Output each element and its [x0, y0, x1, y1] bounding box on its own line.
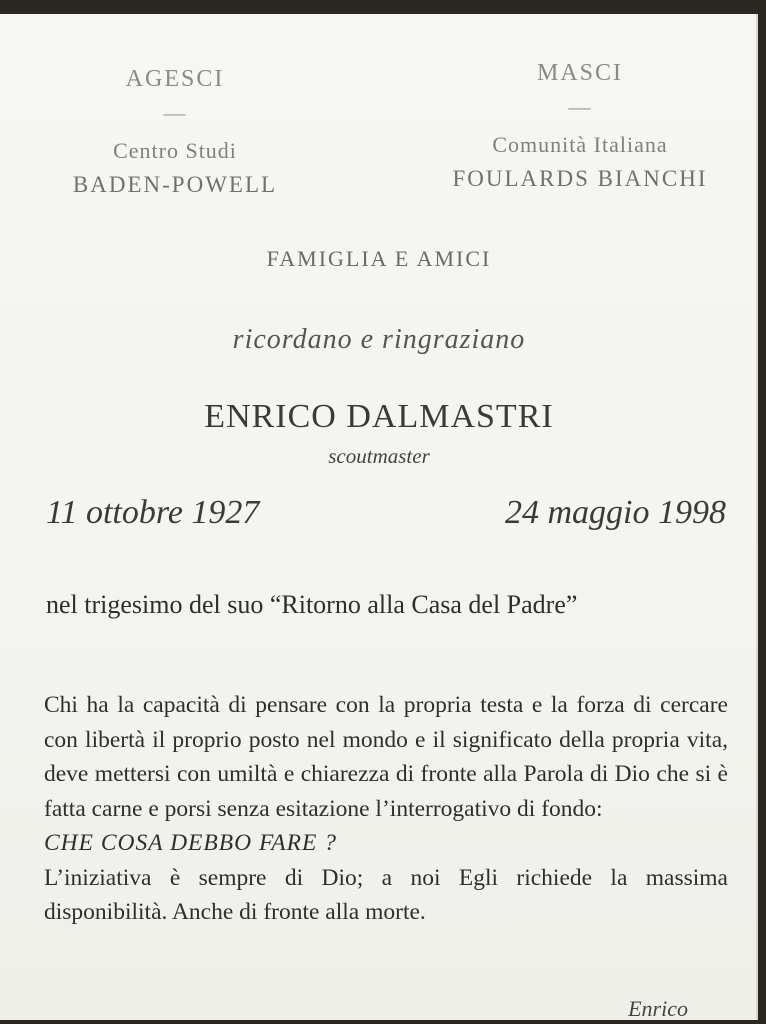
- quote-part2: L’iniziativa è sempre di Dio; a noi Egli richiede la massima disponibilità. Anche di fronte alla morte.: [44, 864, 728, 925]
- quote-block: [44, 688, 728, 930]
- memorial-card: [0, 14, 758, 1020]
- signature: Enrico: [628, 996, 688, 1021]
- right-org-line1: Comunità Italiana: [492, 132, 668, 157]
- right-org-line2: FOULARDS BIANCHI: [452, 166, 708, 191]
- birth-date: 11 ottobre 1927: [46, 494, 260, 531]
- person-name: ENRICO DALMASTRI: [204, 398, 554, 435]
- right-org-dash: —: [568, 94, 592, 119]
- quote-part1: Chi ha la capacità di pensare con la propria testa e la forza di cercare con libertà il proprio posto nel mondo e il significato della propria vita, deve mettersi con umiltà e chiarezza di fronte alla Parola di Dio che si è fatta carne e porsi senza esitazione l’interrogativo di fondo:: [44, 692, 728, 822]
- trigesimo-line: nel trigesimo del suo “Ritorno alla Casa del Padre”: [46, 590, 578, 619]
- quote-emphasis: CHE COSA DEBBO FARE ?: [44, 830, 337, 856]
- death-date: 24 maggio 1998: [505, 494, 726, 531]
- left-org-line2: BADEN-POWELL: [72, 172, 278, 197]
- left-org-dash: —: [163, 100, 187, 125]
- family-heading: FAMIGLIA E AMICI: [266, 246, 492, 271]
- left-org-name: AGESCI: [125, 66, 225, 92]
- remember-line: ricordano e ringraziano: [232, 324, 526, 355]
- person-role: scoutmaster: [328, 444, 430, 468]
- right-org-name: MASCI: [536, 60, 624, 86]
- left-org-line1: Centro Studi: [113, 138, 237, 163]
